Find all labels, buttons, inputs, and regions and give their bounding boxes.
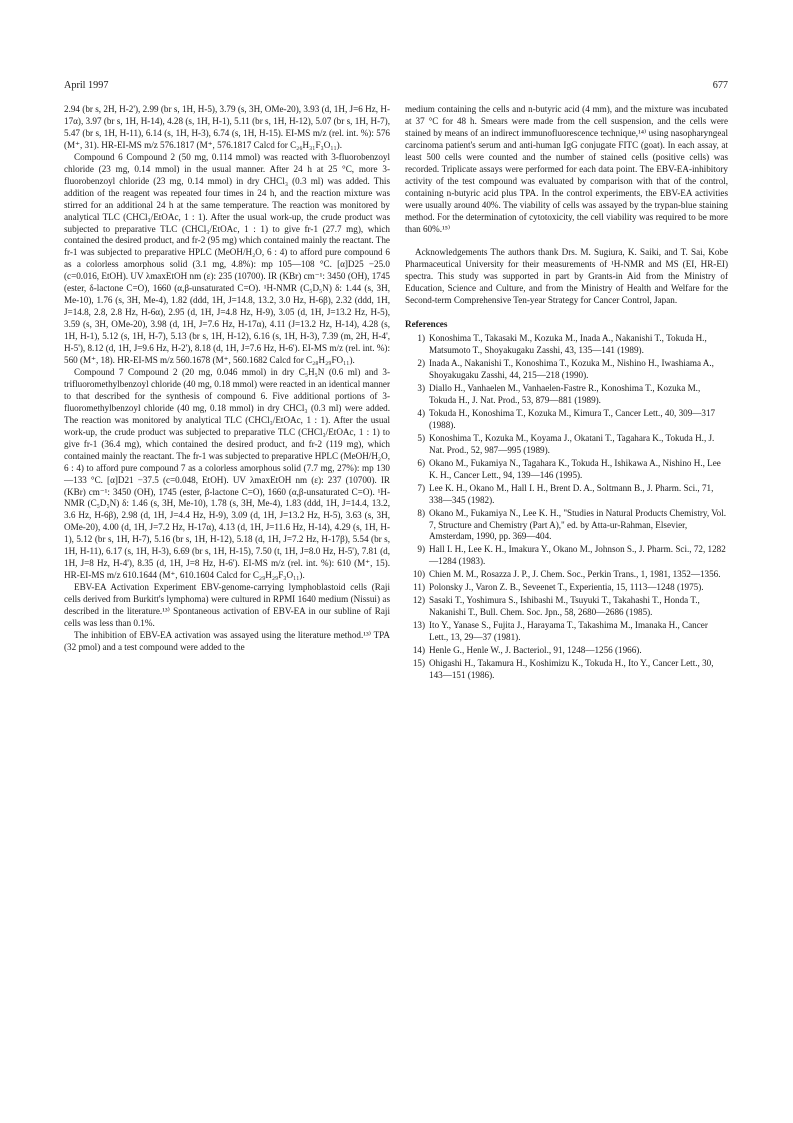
- reference-number: 15): [412, 657, 425, 668]
- reference-item: [405, 408, 728, 432]
- reference-item: [405, 569, 728, 581]
- issue-date: April 1997: [64, 80, 109, 91]
- reference-item: [405, 483, 728, 507]
- reference-number: 10): [412, 569, 425, 580]
- acknowledgements-paragraph: Acknowledgements The authors thank Drs. M. Sugiura, K. Saiki, and T. Sai, Kobe Pharmaceutical University for their measurements of ¹H-NMR and MS (EI, HR-EI) spectra. This study was supported in part by Grants-in Aid from the Ministry of Education, Science and Culture, and from the Ministry of Health and Welfare for the Second-term Comprehensive Ten-year Strategy for Cancer Control, Japan.: [405, 247, 728, 306]
- reference-number: 13): [412, 620, 425, 631]
- reference-text: Sasaki T., Yoshimura S., Ishibashi M., Tsuyuki T., Takahashi T., Honda T., Nakanishi T., Bull. Chem. Soc. Jpn., 58, 2680—2686 (1985).: [429, 595, 700, 618]
- reference-number: 7): [417, 482, 425, 493]
- compound-6-paragraph: Compound 6 Compound 2 (50 mg, 0.114 mmol) was reacted with 3-fluorobenzoyl chloride (23 mg, 0.14 mmol) in the usual manner. After 24 h at 25 °C, more 3-fluorobenzoyl chloride (23 mg, 0.14 mmol) in dry CHCl₃ (0.3 ml) was added. This addition of the reagent was repeated four times in 24 h, and the reaction mixture was stirred for an additional 24 h at the same temperature. The reaction was monitored by analytical TLC (CHCl₃/EtOAc, 1 : 1). After the usual work-up, the crude product was subjected to preparative TLC (CHCl₃/EtOAc, 1 : 1) to give fr-1 (27.7 mg), which contained the desired product, and fr-2 (95 mg) which contained mainly the reactant. The fr-1 was subjected to preparative HPLC (MeOH/H₂O, 6 : 4) to afford pure compound 6 as a colorless amorphous solid (3.1 mg, 4.8%): mp 105—108 °C. [α]D25 −25.0 (c=0.016, EtOH). UV λmaxEtOH nm (ε): 235 (10700). IR (KBr) cm⁻¹: 3450 (OH), 1745 (ester, δ-lactone C=O), 1660 (α,β-unsaturated C=O). ¹H-NMR (C₅D₅N) δ: 1.44 (s, 3H, Me-10), 1.76 (s, 3H, Me-4), 1.82 (ddd, 1H, J=14.8, 13.2, 3.0 Hz, H-6β), 2.32 (ddd, 1H, J=14.8, 2.8, 2.8 Hz, H-6α), 2.95 (d, 1H, J=4.8 Hz, H-9), 3.05 (d, 1H, J=13.2 Hz, H-5), 3.59 (s, 3H, OMe-20), 3.98 (d, 1H, J=7.6 Hz, H-17α), 4.11 (J=13.2 Hz, H-14), 4.28 (s, 1H, H-1), 5.12 (s, 1H, H-7), 5.13 (br s, 1H, H-12), 6.16 (s, 1H, H-3), 7.39 (m, 2H, H-4', H-5'), 8.12 (d, 1H, J=9.6 Hz, H-2'), 8.18 (d, 1H, J=7.6 Hz, H-6'). EI-MS m/z (rel. int. %): 560 (M⁺, 18). HR-EI-MS m/z 560.1678 (M⁺, 560.1682 Calcd for C₂₈H₂₉FO₁₁).: [64, 151, 390, 366]
- reference-item: [405, 383, 728, 407]
- reference-item: [405, 658, 728, 682]
- references-list: [405, 333, 728, 682]
- reference-number: 4): [417, 407, 425, 418]
- reference-item: [405, 620, 728, 644]
- reference-text: Henle G., Henle W., J. Bacteriol., 91, 1248—1256 (1966).: [429, 645, 642, 656]
- reference-text: Lee K. H., Okano M., Hall I. H., Brent D. A., Soltmann B., J. Pharm. Sci., 71, 338—345 (1982).: [429, 482, 714, 505]
- reference-text: Ito Y., Yanase S., Fujita J., Harayama T., Takashima M., Imanaka H., Cancer Lett., 13, 29—37 (1981).: [429, 620, 708, 643]
- ebv-inhibition-paragraph: The inhibition of EBV-EA activation was assayed using the literature method.¹³⁾ TPA (32 pmol) and a test compound were added to the: [64, 629, 390, 652]
- reference-text: Hall I. H., Lee K. H., Imakura Y., Okano M., Johnson S., J. Pharm. Sci., 72, 1282—1284 (1983).: [429, 544, 726, 567]
- reference-text: Diallo H., Vanhaelen M., Vanhaelen-Fastre R., Konoshima T., Kozuka M., Tokuda H., J. Nat. Prod., 53, 879—881 (1989).: [429, 383, 701, 405]
- reference-text: Konoshima T., Takasaki M., Kozuka M., Inada A., Nakanishi T., Tokuda H., Matsumoto T., Shoyakugaku Zasshi, 43, 135—141 (1989).: [429, 333, 707, 356]
- reference-number: 5): [417, 432, 425, 443]
- reference-number: 8): [417, 507, 425, 518]
- reference-text: Polonsky J., Varon Z. B., Seveenet T., Experientia, 15, 1113—1248 (1975).: [429, 582, 704, 593]
- reference-text: Okano M., Fukamiya N., Tagahara K., Tokuda H., Ishikawa A., Nishino H., Lee K. H., Cancer Lett., 94, 139—146 (1995).: [429, 457, 721, 480]
- reference-text: Tokuda H., Konoshima T., Kozuka M., Kimura T., Cancer Lett., 40, 309—317 (1988).: [429, 407, 716, 430]
- left-column: [64, 104, 390, 654]
- references-heading: References: [405, 319, 448, 330]
- reference-number: 1): [417, 333, 425, 344]
- reference-number: 3): [417, 383, 425, 394]
- reference-item: [405, 458, 728, 482]
- reference-item: [405, 645, 728, 657]
- reference-text: Chien M. M., Rosazza J. P., J. Chem. Soc., Perkin Trans., 1, 1981, 1352—1356.: [429, 569, 721, 580]
- reference-number: 2): [417, 358, 425, 369]
- reference-number: 11): [413, 582, 425, 593]
- reference-item: [405, 595, 728, 619]
- reference-item: [405, 358, 728, 382]
- ebv-ea-activation-paragraph: EBV-EA Activation Experiment EBV-genome-carrying lymphoblastoid cells (Raji cells derived from Burkitt's lymphoma) were cultured in RPMI 1640 medium (Nissui) as described in the literature.¹³⁾ Spontaneous activation of EBV-EA in our subline of Raji cells was less than 0.1%.: [64, 582, 390, 628]
- reference-item: [405, 582, 728, 594]
- reference-item: [405, 508, 728, 544]
- reference-text: Ohigashi H., Takamura H., Koshimizu K., Tokuda H., Ito Y., Cancer Lett., 30, 143—151 (1986).: [429, 657, 714, 680]
- reference-number: 9): [417, 544, 425, 555]
- nmr-data-continuation: 2.94 (br s, 2H, H-2'), 2.99 (br s, 1H, H-5), 3.79 (s, 3H, OMe-20), 3.93 (d, 1H, J=6 Hz, H-17α), 3.97 (br s, 1H, H-14), 4.28 (s, 1H, H-1), 5.11 (br s, 1H, H-12), 5.07 (br s, 1H, H-7), 5.47 (br s, 1H, H-11), 6.14 (s, 1H, H-3), 6.74 (s, 1H, H-15). EI-MS m/z (rel. int. %): 576 (M⁺, 31). HR-EI-MS m/z 576.1817 (M⁺, 576.1817 Calcd for C₂₆H₃₁F₃O₁₁).: [64, 104, 390, 150]
- compound-7-paragraph: Compound 7 Compound 2 (20 mg, 0.046 mmol) in dry C₅H₅N (0.6 ml) and 3-trifluoromethylbenzoyl chloride (40 mg, 0.18 mmol) were reacted in an identical manner to that described for the synthesis of compound 6. Five additional portions of 3-fluoromethylbenzoyl chloride (40 mg, 0.18 mmol) in dry CHCl₃ (0.3 ml) were added. The reaction was monitored by analytical TLC (CHCl₃/EtOAc, 1 : 1). After the usual work-up, the crude product was subjected to preparative TLC (CHCl₃/EtOAc, 1 : 1) to give fr-1 (36.4 mg), which contained the desired product, and fr-2 (119 mg), which contained mainly the reactant. The fr-1 was subjected to preparative HPLC (MeOH/H₂O, 6 : 4) to afford pure compound 7 as a colorless amorphous solid (7.7 mg, 27%): mp 130—133 °C. [α]D21 −37.5 (c=0.048, EtOH). UV λmaxEtOH nm (ε): 237 (10700). IR (KBr) cm⁻¹: 3450 (OH), 1745 (ester, β-lactone C=O), 1660 (α,β-unsaturated C=O). ¹H-NMR (C₅D₅N) δ: 1.46 (s, 3H, Me-10), 1.78 (s, 3H, Me-4), 1.83 (ddd, 1H, J=14.4, 13.2, 3.6 Hz, H-6β), 2.98 (d, 1H, J=4.4 Hz, H-9), 3.09 (d, 1H, J=13.2 Hz, H-5), 3.63 (s, 3H, OMe-20), 4.00 (d, 1H, J=7.2 Hz, H-17α), 4.13 (d, 1H, J=11.6 Hz, H-14), 4.29 (s, 1H, H-1), 5.12 (br s, 1H, H-7), 5.16 (br s, 1H, H-12), 5.18 (d, 1H, J=7.2 Hz, H-17β), 5.54 (br s, 1H, H-11), 6.17 (s, 1H, H-3), 6.69 (br s, 1H, H-15), 7.50 (t, 1H, J=8.0 Hz, H-5'), 7.81 (d, 1H, J=8 Hz, H-4'), 8.35 (d, 1H, J=8 Hz, H-6'). EI-MS m/z (rel. int. %): 610 (M⁺, 15). HR-EI-MS m/z 610.1644 (M⁺, 610.1604 Calcd for C₂₉H₂₉F₃O₁₁).: [64, 366, 390, 581]
- assay-method-paragraph: medium containing the cells and n-butyric acid (4 mm), and the mixture was incubated at 37 °C for 48 h. Smears were made from the cell suspension, and the cells were stained by means of an indirect immunofluorescence technique,¹⁴⁾ using nasopharyngeal carcinoma patient's serum and anti-human IgG conjugate FITC (goat). In each assay, at least 500 cells were counted and the number of stained cells (positive cells) was recorded. Triplicate assays were performed for each data point. The EBV-EA-inhibitory activity of the test compound was evaluated by comparison with that of the control, containing n-butyric acid plus TPA. In the control experiments, the EBV-EA activities were usually around 40%. The viability of cells was assayed by the trypan-blue staining method. For the determination of cytotoxicity, the cell viability was required to be more than 60%.¹⁵⁾: [405, 104, 728, 234]
- reference-item: [405, 333, 728, 357]
- reference-item: [405, 544, 728, 568]
- reference-number: 6): [417, 457, 425, 468]
- reference-item: [405, 433, 728, 457]
- reference-text: Okano M., Fukamiya N., Lee K. H., "Studies in Natural Products Chemistry, Vol. 7, Structure and Chemistry (Part A)," ed. by Atta-ur-Rahman, Elsevier, Amsterdam, 1990, pp. 369—404.: [429, 507, 727, 542]
- reference-text: Inada A., Nakanishi T., Konoshima T., Kozuka M., Nishino H., Iwashiama A., Shoyakugaku Zasshi, 44, 215—218 (1990).: [429, 358, 714, 381]
- reference-number: 14): [412, 645, 425, 656]
- page-number: 677: [712, 80, 728, 91]
- reference-text: Konoshima T., Kozuka M., Koyama J., Okatani T., Tagahara K., Tokuda H., J. Nat. Prod., 52, 987—995 (1989).: [429, 432, 715, 455]
- reference-number: 12): [412, 595, 425, 606]
- right-column: [405, 104, 728, 683]
